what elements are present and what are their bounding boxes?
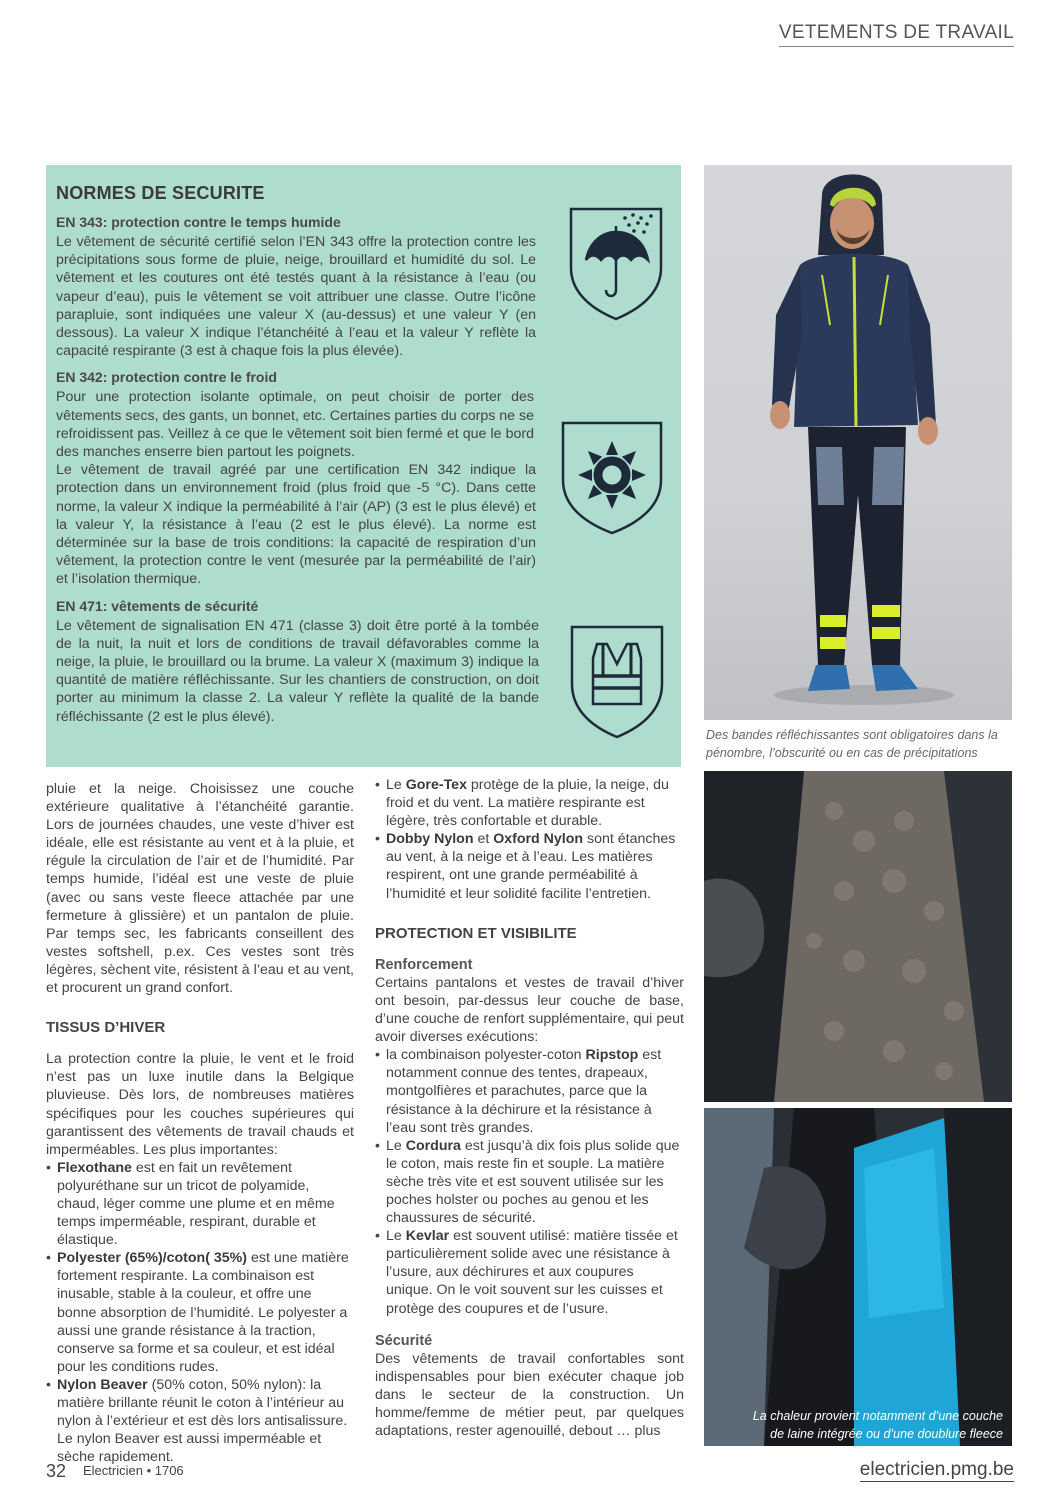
reinforcement-list	[375, 1046, 684, 1317]
list-item: • Dobby Nylon et Oxford Nylon sont étanches au vent, à la neige et à l’eau. Les matières respirent, ont une grande perméabilité à l’humidité et leur solidité facilite l’entretien.	[375, 830, 684, 902]
list-item: • Flexothane est en fait un revêtement polyuréthane sur un tricot de polyamide, chaud, léger comme une plume et en même temps imperméable, respirant, durable et élastique.	[46, 1159, 354, 1249]
securite-para: Des vêtements de travail confortables sont indispensables pour bien exécuter chaque job dans le secteur de la construction. Un homme/femme de métier peut, par quelques adaptations, rester agenouillé, debout … plus	[375, 1350, 684, 1440]
list-item: • Le Gore-Tex protège de la pluie, la neige, du froid et du vent. La matière respirante est légère, très confortable et durable.	[375, 776, 684, 830]
photo-fleece-lining	[704, 771, 1012, 1102]
photo-blue-lining	[704, 1108, 1012, 1446]
en471-heading: EN 471: vêtements de sécurité	[56, 597, 259, 614]
magazine-issue: Electricien • 1706	[83, 1463, 184, 1478]
en343-text: Le vêtement de sécurité certifié selon l’EN 343 offre la protection contre les précipitations sous forme de pluie, neige, brouillard et humidité du sol. Le vêtement et les coutures ont été testés quant à la résistance à l’eau (ou vapeur d’eau), puis le vêtement se voit attribuer une classe. Outre l’icône parapluie, sont indiquées une valeur X (au-dessus) et une valeur Y (en dessous). La valeur X indique l’étanchéité à l’eau et la valeur Y reflète la capacité respirante (3 est à chaque fois la plus élevée).	[56, 234, 536, 360]
photo-workwear-man	[704, 165, 1012, 720]
tissus-heading: TISSUS D’HIVER	[46, 1019, 166, 1037]
list-item: • Le Kevlar est souvent utilisé: matière tissée et particulièrement solide avec une résistance à l’usure, aux déchirures et aux coupures unique. On le voit souvent sur les cuisses et protège des coupures et de l’usure.	[375, 1227, 684, 1317]
en471-text: Le vêtement de signalisation EN 471 (classe 3) doit être porté à la tombée de la nuit, la nuit et lors de conditions de travail défavorables comme la neige, la pluie, le brouillard ou la brume. La valeur X (maximum 3) indique la quantité de matière réfléchissante. Sur les chantiers de construction, on doit porter au minimum la classe 2. La valeur Y reflète la qualité de la bande réfléchissante (2 est le plus élevé).	[56, 617, 539, 725]
en342-heading: EN 342: protection contre le froid	[56, 369, 277, 386]
en342-text2: Le vêtement de travail agréé par une certification EN 342 indique la protection dans un environnement froid (plus froid que -5 °C). Dans cette norme, la valeur X indique la perméabilité à l’air (AP) (3 est le plus élevé) et la valeur Y, la résistance à l’eau (2 est le plus élevé). La norme est déterminée sur la base de trois conditions: la capacité de respiration d’un vêtement, la protection contre le vent (mesurée par la perméabilité de l’air) et l’isolation thermique.	[56, 462, 536, 588]
list-item: • Polyester (65%)/coton( 35%) est une matière fortement respirante. La combinaison est inusable, stable à la couleur, et offre une bonne absorption de l’humidité. Le polyester a aussi une grande résistance à la traction, conserve sa forme et sa couleur, et est idéal pour les conditions rudes.	[46, 1249, 354, 1376]
column-left	[46, 780, 354, 1466]
photo3-caption: La chaleur provient notamment d’une couche de laine intégrée ou d’une doublure fleece	[752, 1409, 1003, 1441]
protection-heading: PROTECTION ET VISIBILITE	[375, 924, 577, 942]
securite-subheading: Sécurité	[375, 1332, 433, 1349]
tissus-para: La protection contre la pluie, le vent et le froid n’est pas un luxe inutile dans la Belgique pluvieuse. Dès lors, de nombreuses matières spécifiques pour les couches supérieures qui garantissent des vêtements de travail chauds et imperméables. Les plus importantes:	[46, 1051, 354, 1158]
umbrella-rain-icon	[568, 206, 664, 322]
en343-heading: EN 343: protection contre le temps humide	[56, 214, 341, 230]
renforcement-subheading: Renforcement	[375, 956, 473, 973]
renforcement-para: Certains pantalons et vestes de travail d’hiver ont besoin, par-dessus leur couche de base, d’une couche de renfort supplémentaire, qui peut avoir diverses exécutions:	[375, 974, 684, 1046]
list-item: • Le Cordura est jusqu’à dix fois plus solide que le coton, mais reste fin et souple. La matière sèche très vite et est souvent utilisée sur les poches holster ou poches au genou et les chaussures de sécurité.	[375, 1137, 684, 1227]
en342-text1: Pour une protection isolante optimale, on peut choisir de porter des vêtements secs, des gants, un bonnet, etc. Certaines parties du corps ne se refroidissent pas. Veillez à ce que le vêtement soit bien fermé et que le bord des manches enserre bien partout les poignets.	[56, 389, 534, 461]
list-item: • la combinaison polyester-coton Ripstop est notamment connue des tentes, drapeaux, montgolfières et parachutes, parce que la résistance à la déchirure et la résistance à l’eau sont très grandes.	[375, 1046, 684, 1136]
section-label: VETEMENTS DE TRAVAIL	[779, 22, 1014, 47]
column-middle	[375, 776, 684, 1440]
col1-intro: pluie et la neige. Choisissez une couche extérieure qualitative à l’étanchéité garantie. Lors de journées chaudes, une veste d’hiver est idéale, elle est résistante au vent et à la pluie, et régule la circulation de l’air et de l’humidité. Par temps humide, l’idéal est une veste de pluie (avec ou sans veste fleece attachée par une fermeture à glissière) et un pantalon de pluie. Par temps sec, les fabricants conseillent des vestes softshell, p.ex. Ces vestes sont très légères, sèchent vite, résistent à l’eau et au vent, et procurent un grand confort.	[46, 781, 354, 997]
materials-list	[375, 776, 684, 903]
reflective-vest-icon	[569, 624, 665, 740]
snowflake-icon	[560, 420, 664, 536]
list-item: • Nylon Beaver (50% coton, 50% nylon): la matière brillante réunit le coton à l’intérieur au nylon à l’extérieur et est dès lors antisalissure. Le nylon Beaver est aussi imperméable et sèche rapidement.	[46, 1376, 354, 1466]
website-link[interactable]: electricien.pmg.be	[859, 1459, 1014, 1480]
tissus-list	[46, 1159, 354, 1467]
photo1-caption: Des bandes réfléchissantes sont obligatoires dans la pénombre, l’obscurité ou en cas de précipitations	[706, 728, 998, 760]
norms-title: NORMES DE SECURITE	[56, 183, 265, 203]
page-number: 32	[46, 1461, 67, 1481]
